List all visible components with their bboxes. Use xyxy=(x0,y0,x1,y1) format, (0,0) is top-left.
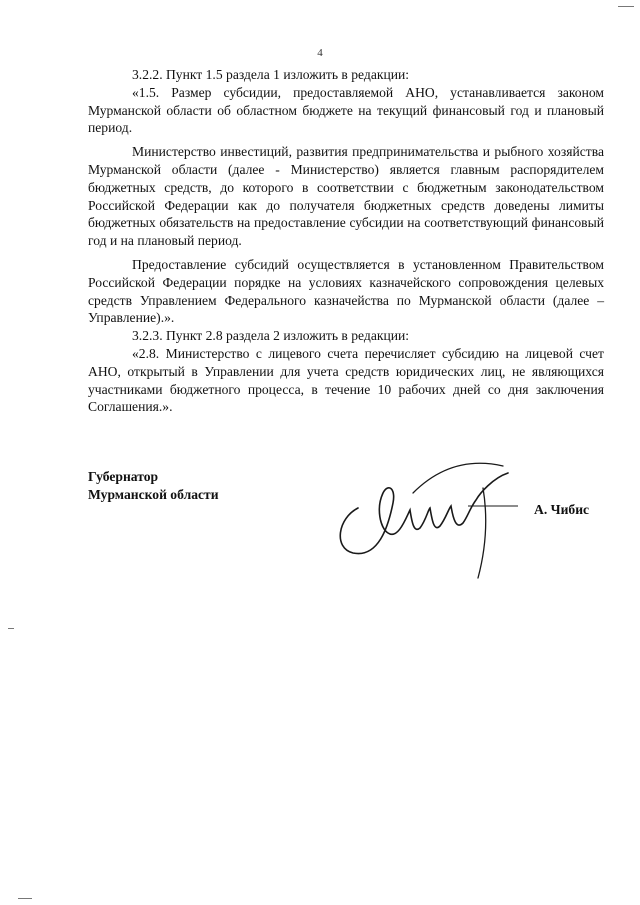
signature-block xyxy=(88,468,608,608)
page-number: 4 xyxy=(317,47,323,59)
margin-mark xyxy=(18,898,32,899)
margin-mark xyxy=(618,6,634,7)
margin-mark xyxy=(8,628,14,629)
governor-title xyxy=(88,468,219,504)
governor-title-line1: Губернатор xyxy=(88,469,159,484)
governor-title-line2: Мурманской области xyxy=(88,487,219,502)
governor-name: А. Чибис xyxy=(534,502,590,517)
paragraph-2-8: «2.8. Министерство с лицевого счета перечисляет субсидию на лицевой счет АНО, открытый в Управлении для учета средств юридических лиц, не являющихся участниками бюджетного процесса, в течение 10 рабочих дней со дня заключения Соглашения.». xyxy=(88,345,604,415)
paragraph-3-2-2: 3.2.2. Пункт 1.5 раздела 1 изложить в редакции: xyxy=(132,67,410,82)
paragraph-subsidy-provision: Предоставление субсидий осуществляется в установленном Правительством Российской Федерации порядке на условиях казначейского сопровождения целевых средств Управлением Федерального казначейства по Мурманской области (далее – Управление).». xyxy=(88,256,604,326)
paragraph-3-2-3: 3.2.3. Пункт 2.8 раздела 2 изложить в редакции: xyxy=(132,328,410,344)
paragraph-ministry: Министерство инвестиций, развития предпринимательства и рыбного хозяйства Мурманской области (далее - Министерство) является главным распорядителем бюджетных средств, до которого в соответствии с бюджетным законодательством Российской Федерации как до получателя бюджетных средств доведены лимиты бюджетных обязательств на предоставление субсидии на соответствующий финансовый год и на плановый период. xyxy=(88,144,604,249)
paragraph-1-5: «1.5. Размер субсидии, предоставляемой АНО, устанавливается законом Мурманской области об областном бюджете на текущий финансовый год и плановый период. xyxy=(88,84,604,136)
handwritten-signature xyxy=(318,448,518,598)
document-body xyxy=(88,66,604,416)
